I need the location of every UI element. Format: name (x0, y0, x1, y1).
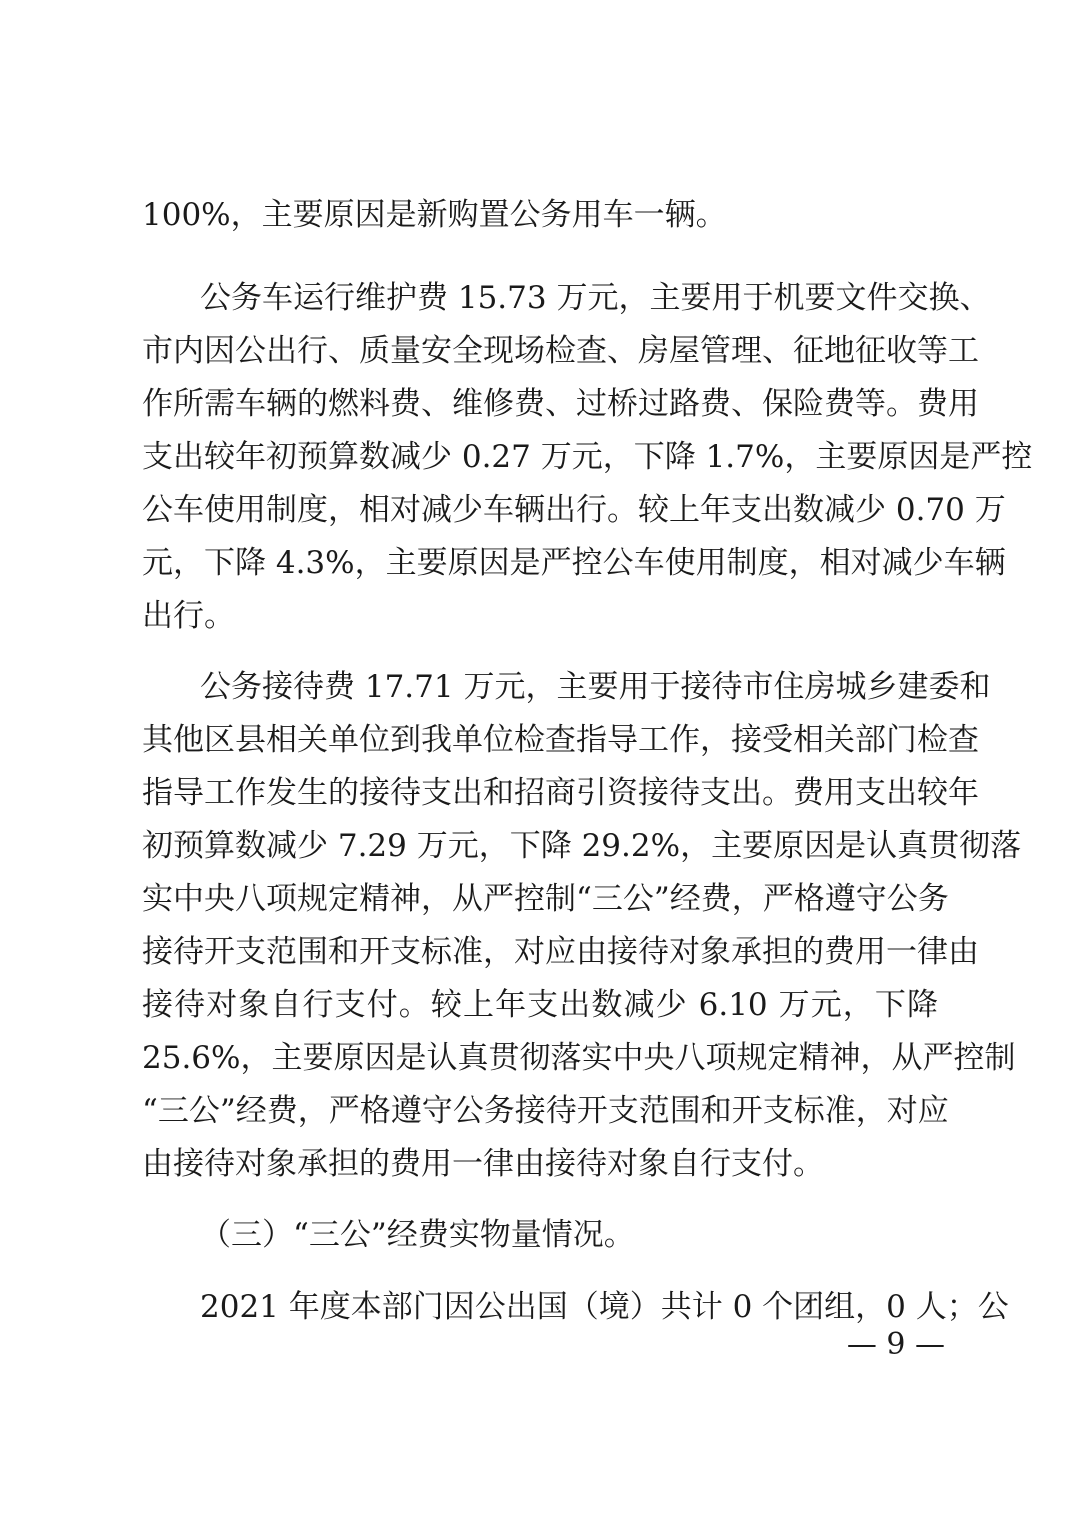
text-line: 实中央八项规定精神，从严控制“三公”经费，严格遵守公务 (142, 881, 949, 917)
text-line: 公务接待费 17.71 万元，主要用于接待市住房城乡建委和 (200, 669, 991, 705)
text-line: 2021 年度本部门因公出国（境）共计 0 个团组，0 人；公 (200, 1289, 1009, 1325)
text-line: 市内因公出行、质量安全现场检查、房屋管理、征地征收等工 (142, 333, 979, 369)
section-heading: （三）“三公”经费实物量情况。 (200, 1217, 635, 1253)
text-line: 元，下降 4.3%，主要原因是严控公车使用制度，相对减少车辆 (142, 545, 1006, 581)
text-line: 初预算数减少 7.29 万元，下降 29.2%，主要原因是认真贯彻落 (142, 828, 1022, 864)
text-line: 公务车运行维护费 15.73 万元，主要用于机要文件交换、 (200, 280, 991, 316)
text-line: 100%，主要原因是新购置公务用车一辆。 (142, 197, 727, 233)
text-line: 支出较年初预算数减少 0.27 万元，下降 1.7%，主要原因是严控 (142, 439, 1033, 475)
text-line: 作所需车辆的燃料费、维修费、过桥过路费、保险费等。费用 (142, 386, 979, 422)
text-line: 由接待对象承担的费用一律由接待对象自行支付。 (142, 1146, 824, 1182)
text-line: 公车使用制度，相对减少车辆出行。较上年支出数减少 0.70 万 (142, 492, 1006, 528)
page-number: — 9 — (846, 1327, 945, 1362)
text-line: 指导工作发生的接待支出和招商引资接待支出。费用支出较年 (142, 775, 979, 811)
text-line: 25.6%，主要原因是认真贯彻落实中央八项规定精神，从严控制 (142, 1040, 1016, 1076)
text-line: 其他区县相关单位到我单位检查指导工作，接受相关部门检查 (142, 722, 979, 758)
text-line: 接待对象自行支付。较上年支出数减少 6.10 万元，下降 (142, 987, 938, 1023)
text-line: 接待开支范围和开支标准，对应由接待对象承担的费用一律由 (142, 934, 979, 970)
text-line: “三公”经费，严格遵守公务接待开支范围和开支标准，对应 (142, 1093, 949, 1129)
text-line: 出行。 (142, 598, 235, 634)
